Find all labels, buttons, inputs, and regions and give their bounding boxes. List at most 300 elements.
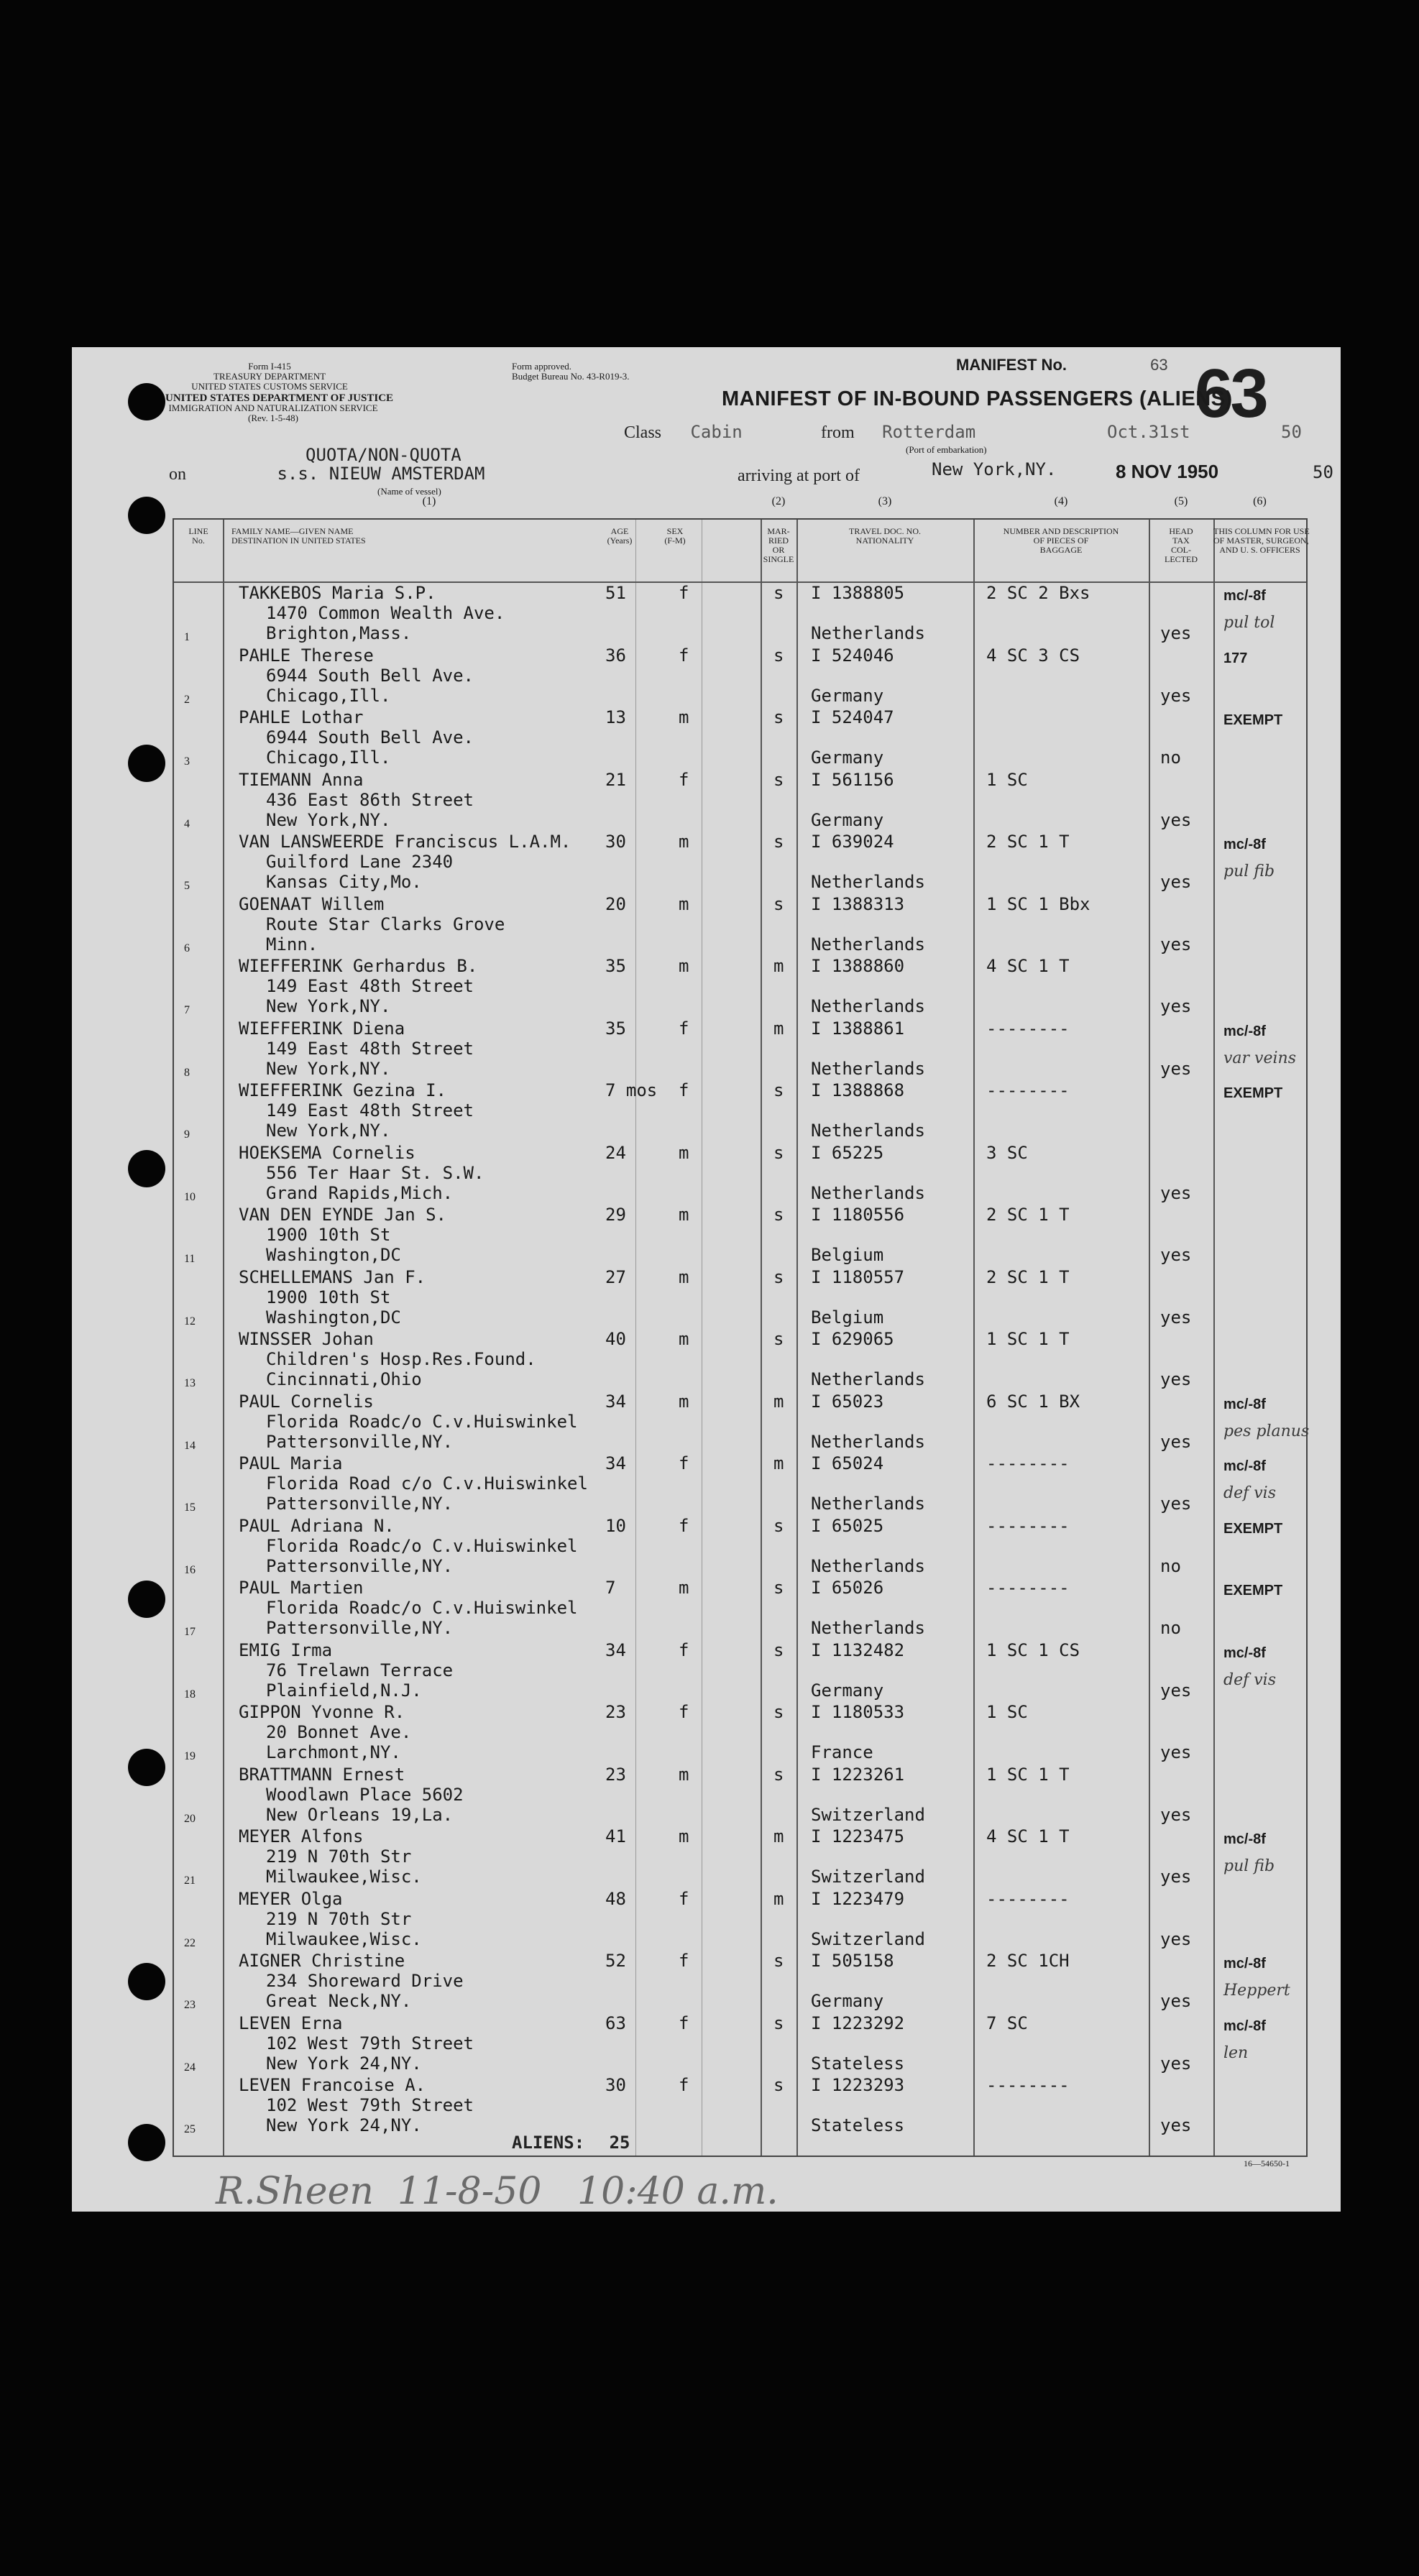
travel-doc-number: I 1180556 bbox=[811, 1205, 905, 1225]
table-row bbox=[174, 1578, 1306, 1639]
destination-line-2: Washington,DC bbox=[266, 1245, 401, 1265]
head-tax: yes bbox=[1160, 623, 1192, 643]
sex: f bbox=[679, 1080, 689, 1100]
officer-note-2: pes planus bbox=[1223, 1422, 1310, 1440]
column-number: (3) bbox=[878, 495, 892, 507]
destination-line-1: 20 Bonnet Ave. bbox=[266, 1722, 412, 1742]
sex: f bbox=[679, 1951, 689, 1971]
passenger-name: WIEFFERINK Gerhardus B. bbox=[239, 956, 478, 976]
line-number: 9 bbox=[184, 1128, 190, 1141]
destination-line-2: Pattersonville,NY. bbox=[266, 1431, 454, 1452]
arrival-year-suffix: 50 bbox=[1313, 462, 1333, 482]
travel-doc-number: I 561156 bbox=[811, 769, 894, 790]
head-tax: yes bbox=[1160, 934, 1192, 954]
table-row bbox=[174, 1391, 1310, 1453]
baggage: 2 SC 1 T bbox=[986, 1205, 1070, 1225]
sex: f bbox=[679, 645, 689, 666]
aliens-label: ALIENS: bbox=[512, 2133, 585, 2153]
sex: f bbox=[679, 769, 689, 790]
baggage: -------- bbox=[986, 1080, 1070, 1100]
officer-note: EXEMPT bbox=[1223, 1520, 1283, 1537]
nationality: Germany bbox=[811, 809, 884, 830]
column-number: (2) bbox=[771, 495, 786, 507]
nationality: Netherlands bbox=[811, 1121, 925, 1141]
marital-status: s bbox=[773, 1515, 784, 1536]
quota-line: QUOTA/NON-QUOTA bbox=[306, 445, 461, 465]
form-line: TREASURY DEPARTMENT bbox=[213, 371, 326, 382]
sex: m bbox=[679, 1205, 689, 1225]
head-tax: yes bbox=[1160, 1494, 1192, 1514]
destination-line-2: Pattersonville,NY. bbox=[266, 1494, 454, 1514]
nationality: Switzerland bbox=[811, 1928, 925, 1949]
sex: f bbox=[679, 1515, 689, 1536]
age: 27 bbox=[605, 1266, 626, 1287]
passenger-name: GIPPON Yvonne R. bbox=[239, 1702, 405, 1722]
col-header-head-tax: HEAD TAX COL- LECTED bbox=[1165, 526, 1198, 564]
officer-note-2: pul tol bbox=[1223, 614, 1275, 632]
passenger-name: PAUL Cornelis bbox=[239, 1391, 374, 1412]
travel-doc-number: I 524047 bbox=[811, 707, 894, 727]
marital-status: m bbox=[773, 1018, 784, 1039]
travel-doc-number: I 1223293 bbox=[811, 2075, 905, 2095]
passenger-name: LEVEN Erna bbox=[239, 2012, 343, 2033]
head-tax: yes bbox=[1160, 809, 1192, 830]
col-header-baggage: NUMBER AND DESCRIPTION OF PIECES OF BAGGAGE bbox=[1003, 526, 1119, 555]
line-number: 24 bbox=[184, 2061, 196, 2074]
destination-line-1: 102 West 79th Street bbox=[266, 2095, 474, 2115]
sex: m bbox=[679, 1142, 689, 1163]
nationality: Stateless bbox=[811, 2053, 905, 2074]
manifest-title: MANIFEST OF IN-BOUND PASSENGERS (ALIENS) bbox=[722, 387, 1233, 410]
travel-doc-number: I 1223479 bbox=[811, 1888, 905, 1909]
destination-line-2: Pattersonville,NY. bbox=[266, 1618, 454, 1638]
from-label: from bbox=[821, 423, 855, 442]
binder-hole bbox=[128, 1749, 165, 1786]
nationality: Netherlands bbox=[811, 623, 925, 643]
sex: f bbox=[679, 1702, 689, 1722]
binder-hole bbox=[128, 1581, 165, 1618]
nationality: Netherlands bbox=[811, 934, 925, 954]
manifest-number bbox=[956, 356, 1168, 374]
passenger-name: HOEKSEMA Cornelis bbox=[239, 1142, 415, 1163]
destination-line-2: New York,NY. bbox=[266, 1121, 391, 1141]
nationality: Netherlands bbox=[811, 1494, 925, 1514]
officer-note-2: len bbox=[1223, 2043, 1249, 2062]
destination-line-1: 76 Trelawn Terrace bbox=[266, 1660, 454, 1680]
destination-line-2: Washington,DC bbox=[266, 1307, 401, 1328]
officer-note: 177 bbox=[1223, 650, 1248, 666]
line-number: 16 bbox=[184, 1563, 196, 1576]
sex: m bbox=[679, 707, 689, 727]
table-row bbox=[174, 583, 1306, 645]
binder-hole bbox=[128, 1963, 165, 2000]
officer-note-2: pul fib bbox=[1223, 1857, 1275, 1875]
manifest-sheet bbox=[72, 347, 1341, 2212]
destination-line-1: Florida Roadc/o C.v.Huiswinkel bbox=[266, 1535, 578, 1556]
line-number: 21 bbox=[184, 1874, 196, 1887]
destination-line-1: 6944 South Bell Ave. bbox=[266, 665, 474, 686]
table-row bbox=[174, 1329, 1306, 1391]
destination-line-2: Milwaukee,Wisc. bbox=[266, 1867, 422, 1887]
travel-doc-number: I 65023 bbox=[811, 1391, 884, 1412]
arriving-label: arriving at port of bbox=[738, 466, 860, 485]
destination-line-2: New York,NY. bbox=[266, 809, 391, 830]
destination-line-2: Kansas City,Mo. bbox=[266, 872, 422, 892]
head-tax: yes bbox=[1160, 1804, 1192, 1825]
line-number: 20 bbox=[184, 1812, 196, 1825]
travel-doc-number: I 1180533 bbox=[811, 1702, 905, 1722]
travel-doc-number: I 65225 bbox=[811, 1142, 884, 1163]
baggage: -------- bbox=[986, 2075, 1070, 2095]
line-number: 17 bbox=[184, 1626, 196, 1638]
table-row bbox=[174, 1889, 1306, 1951]
age: 23 bbox=[605, 1702, 626, 1722]
marital-status: s bbox=[773, 1080, 784, 1100]
baggage: 2 SC 2 Bxs bbox=[986, 583, 1090, 603]
table-row bbox=[174, 1267, 1306, 1329]
head-tax: yes bbox=[1160, 996, 1192, 1016]
marital-status: s bbox=[773, 1702, 784, 1722]
table-row bbox=[174, 894, 1306, 956]
travel-doc-number: I 1223292 bbox=[811, 2012, 905, 2033]
destination-line-2: Great Neck,NY. bbox=[266, 1991, 412, 2011]
nationality: France bbox=[811, 1742, 873, 1762]
head-tax: no bbox=[1160, 1555, 1181, 1576]
column-number: (5) bbox=[1174, 495, 1188, 507]
table-row bbox=[174, 956, 1306, 1018]
marital-status: s bbox=[773, 1205, 784, 1225]
vessel-note: (Name of vessel) bbox=[377, 486, 441, 497]
officer-note: EXEMPT bbox=[1223, 1583, 1283, 1598]
line-number: 1 bbox=[184, 631, 190, 643]
line-number: 14 bbox=[184, 1439, 196, 1452]
manifest-no-value: 63 bbox=[1150, 356, 1168, 374]
officer-note: mc/-8f bbox=[1223, 2018, 1266, 2034]
age: 51 bbox=[605, 583, 626, 603]
baggage: -------- bbox=[986, 1888, 1070, 1909]
travel-doc-number: I 1388860 bbox=[811, 956, 905, 976]
officer-note: mc/-8f bbox=[1223, 1396, 1266, 1412]
destination-line-1: Route Star Clarks Grove bbox=[266, 914, 505, 934]
destination-line-1: 436 East 86th Street bbox=[266, 789, 474, 810]
line-number: 19 bbox=[184, 1750, 196, 1762]
travel-doc-number: I 505158 bbox=[811, 1951, 894, 1971]
sex: m bbox=[679, 1578, 689, 1598]
head-tax: yes bbox=[1160, 1245, 1192, 1265]
passenger-name: MEYER Olga bbox=[239, 1888, 343, 1909]
destination-line-2: Minn. bbox=[266, 934, 318, 954]
head-tax: yes bbox=[1160, 1680, 1192, 1701]
officer-note-2: def vis bbox=[1223, 1484, 1276, 1502]
manifest-number-stamp: 63 bbox=[1195, 355, 1266, 432]
marital-status: s bbox=[773, 2075, 784, 2095]
binder-hole bbox=[128, 2124, 165, 2161]
passenger-name: WINSSER Johan bbox=[239, 1329, 374, 1349]
age: 30 bbox=[605, 832, 626, 852]
sex: m bbox=[679, 1764, 689, 1785]
destination-line-1: Children's Hosp.Res.Found. bbox=[266, 1349, 536, 1369]
passenger-name: VAN DEN EYNDE Jan S. bbox=[239, 1205, 446, 1225]
destination-line-1: 234 Shoreward Drive bbox=[266, 1971, 464, 1991]
column-number: (4) bbox=[1054, 495, 1068, 507]
officer-note-2: def vis bbox=[1223, 1670, 1276, 1689]
class-line bbox=[624, 422, 743, 443]
table-row bbox=[174, 707, 1306, 769]
dept-line: (Rev. 1-5-48) bbox=[248, 413, 298, 423]
destination-line-1: Florida Road c/o C.v.Huiswinkel bbox=[266, 1473, 588, 1494]
class-value: Cabin bbox=[690, 422, 743, 442]
nationality: Stateless bbox=[811, 2115, 905, 2135]
line-number: 4 bbox=[184, 817, 190, 830]
nationality: Germany bbox=[811, 1991, 884, 2011]
sex: f bbox=[679, 2075, 689, 2095]
travel-doc-number: I 65024 bbox=[811, 1453, 884, 1473]
marital-status: s bbox=[773, 1329, 784, 1349]
destination-line-1: 1470 Common Wealth Ave. bbox=[266, 603, 505, 623]
table-row bbox=[174, 645, 1306, 707]
table-row bbox=[174, 1453, 1306, 1515]
head-tax: yes bbox=[1160, 1928, 1192, 1949]
baggage: -------- bbox=[986, 1018, 1070, 1039]
nationality: Netherlands bbox=[811, 1058, 925, 1079]
destination-line-2: Chicago,Ill. bbox=[266, 685, 391, 706]
department-block bbox=[165, 392, 394, 423]
vessel-line bbox=[169, 464, 485, 484]
destination-line-1: 219 N 70th Str bbox=[266, 1846, 412, 1867]
baggage: 4 SC 1 T bbox=[986, 956, 1070, 976]
destination-line-1: Guilford Lane 2340 bbox=[266, 852, 454, 872]
nationality: Germany bbox=[811, 748, 884, 768]
table-row bbox=[174, 832, 1306, 893]
column-number: (6) bbox=[1253, 495, 1267, 507]
head-tax: yes bbox=[1160, 1742, 1192, 1762]
marital-status: m bbox=[773, 1888, 784, 1909]
line-number: 3 bbox=[184, 755, 190, 768]
binder-hole bbox=[128, 1150, 165, 1187]
travel-doc-number: I 1180557 bbox=[811, 1266, 905, 1287]
travel-doc-number: I 1223261 bbox=[811, 1764, 905, 1785]
passenger-name: WIEFFERINK Diena bbox=[239, 1018, 405, 1039]
baggage: 1 SC 1 T bbox=[986, 1329, 1070, 1349]
destination-line-2: Brighton,Mass. bbox=[266, 623, 412, 643]
line-number: 10 bbox=[184, 1190, 196, 1203]
table-row bbox=[174, 1018, 1306, 1080]
form-code: 16—54650-1 bbox=[1244, 2158, 1290, 2168]
officer-note: EXEMPT bbox=[1223, 1085, 1283, 1101]
officer-note: mc/-8f bbox=[1223, 1458, 1266, 1474]
destination-line-1: 102 West 79th Street bbox=[266, 2033, 474, 2053]
form-number-block bbox=[180, 362, 359, 392]
head-tax: yes bbox=[1160, 685, 1192, 706]
passenger-name: WIEFFERINK Gezina I. bbox=[239, 1080, 446, 1100]
passenger-name: PAUL Adriana N. bbox=[239, 1515, 395, 1536]
travel-doc-number: I 1132482 bbox=[811, 1639, 905, 1660]
marital-status: s bbox=[773, 1266, 784, 1287]
officer-note: mc/-8f bbox=[1223, 837, 1266, 852]
marital-status: s bbox=[773, 769, 784, 790]
officer-note: mc/-8f bbox=[1223, 1956, 1266, 1972]
baggage: -------- bbox=[986, 1578, 1070, 1598]
age: 35 bbox=[605, 956, 626, 976]
col-header-age: AGE (Years) bbox=[607, 526, 633, 546]
officer-note: mc/-8f bbox=[1223, 1644, 1266, 1661]
nationality: Germany bbox=[811, 1680, 884, 1701]
line-number: 8 bbox=[184, 1066, 190, 1079]
destination-line-1: 219 N 70th Str bbox=[266, 1908, 412, 1929]
officer-note-2: var veins bbox=[1223, 1049, 1296, 1067]
marital-status: s bbox=[773, 2012, 784, 2033]
marital-status: m bbox=[773, 956, 784, 976]
baggage: 3 SC bbox=[986, 1142, 1028, 1163]
on-label: on bbox=[169, 465, 186, 484]
marital-status: s bbox=[773, 707, 784, 727]
aliens-count: 25 bbox=[609, 2133, 630, 2153]
destination-line-1: 6944 South Bell Ave. bbox=[266, 727, 474, 748]
col-header-sex: SEX (F-M) bbox=[664, 526, 686, 546]
class-label: Class bbox=[624, 423, 662, 442]
passenger-name: PAHLE Lothar bbox=[239, 707, 364, 727]
table-row bbox=[174, 1143, 1306, 1205]
travel-doc-number: I 524046 bbox=[811, 645, 894, 666]
marital-status: s bbox=[773, 1764, 784, 1785]
age: 7 bbox=[605, 1578, 616, 1598]
age: 34 bbox=[605, 1453, 626, 1473]
destination-line-1: 1900 10th St bbox=[266, 1225, 391, 1245]
departure-date-value: Oct.31st bbox=[1107, 422, 1190, 442]
travel-doc-number: I 65026 bbox=[811, 1578, 884, 1598]
from-value: Rotterdam bbox=[882, 422, 976, 442]
passenger-name: PAHLE Therese bbox=[239, 645, 374, 666]
baggage: 1 SC bbox=[986, 769, 1028, 790]
passenger-name: AIGNER Christine bbox=[239, 1951, 405, 1971]
aliens-total bbox=[512, 2133, 630, 2153]
officer-note-2: Heppert bbox=[1223, 1982, 1290, 2000]
nationality: Netherlands bbox=[811, 1369, 925, 1389]
destination-line-2: Cincinnati,Ohio bbox=[266, 1369, 422, 1389]
from-line bbox=[821, 422, 975, 443]
arrival-line bbox=[738, 465, 860, 486]
nationality: Netherlands bbox=[811, 1431, 925, 1452]
approval-block bbox=[512, 362, 630, 382]
col-header-officers: THIS COLUMN FOR USE OF MASTER, SURGEON, AND U. S. OFFICERS bbox=[1213, 526, 1310, 555]
sex: m bbox=[679, 832, 689, 852]
age: 34 bbox=[605, 1391, 626, 1412]
sex: f bbox=[679, 2012, 689, 2033]
travel-doc-number: I 1388868 bbox=[811, 1080, 905, 1100]
head-tax: yes bbox=[1160, 872, 1192, 892]
age: 48 bbox=[605, 1888, 626, 1909]
baggage: 4 SC 3 CS bbox=[986, 645, 1080, 666]
passenger-name: BRATTMANN Ernest bbox=[239, 1764, 405, 1785]
nationality: Belgium bbox=[811, 1245, 884, 1265]
destination-line-1: 1900 10th St bbox=[266, 1287, 391, 1307]
binder-hole bbox=[128, 497, 165, 534]
destination-line-2: Milwaukee,Wisc. bbox=[266, 1928, 422, 1949]
approval-line: Budget Bureau No. 43-R019-3. bbox=[512, 371, 630, 382]
destination-line-2: Pattersonville,NY. bbox=[266, 1555, 454, 1576]
line-number: 15 bbox=[184, 1501, 196, 1514]
approval-line: Form approved. bbox=[512, 361, 572, 372]
table-row bbox=[174, 1702, 1306, 1764]
age: 52 bbox=[605, 1951, 626, 1971]
baggage: -------- bbox=[986, 1515, 1070, 1536]
table-row bbox=[174, 1080, 1306, 1142]
nationality: Netherlands bbox=[811, 996, 925, 1016]
marital-status: s bbox=[773, 645, 784, 666]
baggage: 2 SC 1 T bbox=[986, 1266, 1070, 1287]
table-row bbox=[174, 770, 1306, 832]
handwritten-signature: R.Sheen 11-8-50 10:40 a.m. bbox=[216, 2170, 779, 2213]
marital-status: s bbox=[773, 832, 784, 852]
marital-status: s bbox=[773, 893, 784, 914]
age: 63 bbox=[605, 2012, 626, 2033]
age: 20 bbox=[605, 893, 626, 914]
head-tax: no bbox=[1160, 1618, 1181, 1638]
year-suffix: 50 bbox=[1281, 422, 1302, 442]
sex: f bbox=[679, 1453, 689, 1473]
table-row bbox=[174, 1640, 1306, 1702]
destination-line-2: New Orleans 19,La. bbox=[266, 1804, 454, 1825]
baggage: -------- bbox=[986, 1453, 1070, 1473]
head-tax: no bbox=[1160, 748, 1181, 768]
passenger-name: PAUL Martien bbox=[239, 1578, 364, 1598]
vessel-name: s.s. NIEUW AMSTERDAM bbox=[277, 464, 485, 484]
destination-line-2: Grand Rapids,Mich. bbox=[266, 1182, 454, 1203]
baggage: 1 SC bbox=[986, 1702, 1028, 1722]
sex: m bbox=[679, 1266, 689, 1287]
passenger-name: MEYER Alfons bbox=[239, 1826, 364, 1846]
nationality: Switzerland bbox=[811, 1867, 925, 1887]
age: 41 bbox=[605, 1826, 626, 1846]
departure-date bbox=[1107, 422, 1302, 442]
sex: m bbox=[679, 1826, 689, 1846]
baggage: 7 SC bbox=[986, 2012, 1028, 2033]
nationality: Belgium bbox=[811, 1307, 884, 1328]
col-header-name: FAMILY NAME—GIVEN NAME DESTINATION IN UNITED STATES bbox=[231, 526, 366, 546]
destination-line-2: Larchmont,NY. bbox=[266, 1742, 401, 1762]
officer-note: mc/-8f bbox=[1223, 1831, 1266, 1847]
line-number: 7 bbox=[184, 1004, 190, 1016]
age: 23 bbox=[605, 1764, 626, 1785]
marital-status: m bbox=[773, 1391, 784, 1412]
baggage: 1 SC 1 T bbox=[986, 1764, 1070, 1785]
travel-doc-number: I 1388805 bbox=[811, 583, 905, 603]
destination-line-2: New York,NY. bbox=[266, 996, 391, 1016]
head-tax: yes bbox=[1160, 1867, 1192, 1887]
passenger-name: TIEMANN Anna bbox=[239, 769, 364, 790]
passenger-name: LEVEN Francoise A. bbox=[239, 2075, 426, 2095]
arrival-date-stamp: 8 NOV 1950 bbox=[1116, 461, 1219, 482]
destination-line-1: 556 Ter Haar St. S.W. bbox=[266, 1162, 485, 1183]
dept-line: UNITED STATES DEPARTMENT OF JUSTICE bbox=[165, 392, 394, 404]
destination-line-2: New York,NY. bbox=[266, 1058, 391, 1079]
nationality: Netherlands bbox=[811, 1618, 925, 1638]
nationality: Netherlands bbox=[811, 872, 925, 892]
nationality: Germany bbox=[811, 685, 884, 706]
head-tax: yes bbox=[1160, 2115, 1192, 2135]
passenger-name: SCHELLEMANS Jan F. bbox=[239, 1266, 426, 1287]
age: 13 bbox=[605, 707, 626, 727]
marital-status: s bbox=[773, 1578, 784, 1598]
passenger-name: VAN LANSWEERDE Franciscus L.A.M. bbox=[239, 832, 571, 852]
baggage: 1 SC 1 CS bbox=[986, 1639, 1080, 1660]
nationality: Netherlands bbox=[811, 1182, 925, 1203]
age: 34 bbox=[605, 1639, 626, 1660]
baggage: 2 SC 1CH bbox=[986, 1951, 1070, 1971]
line-number: 11 bbox=[184, 1253, 196, 1265]
binder-hole bbox=[128, 383, 165, 420]
officer-note: mc/-8f bbox=[1223, 1023, 1266, 1039]
